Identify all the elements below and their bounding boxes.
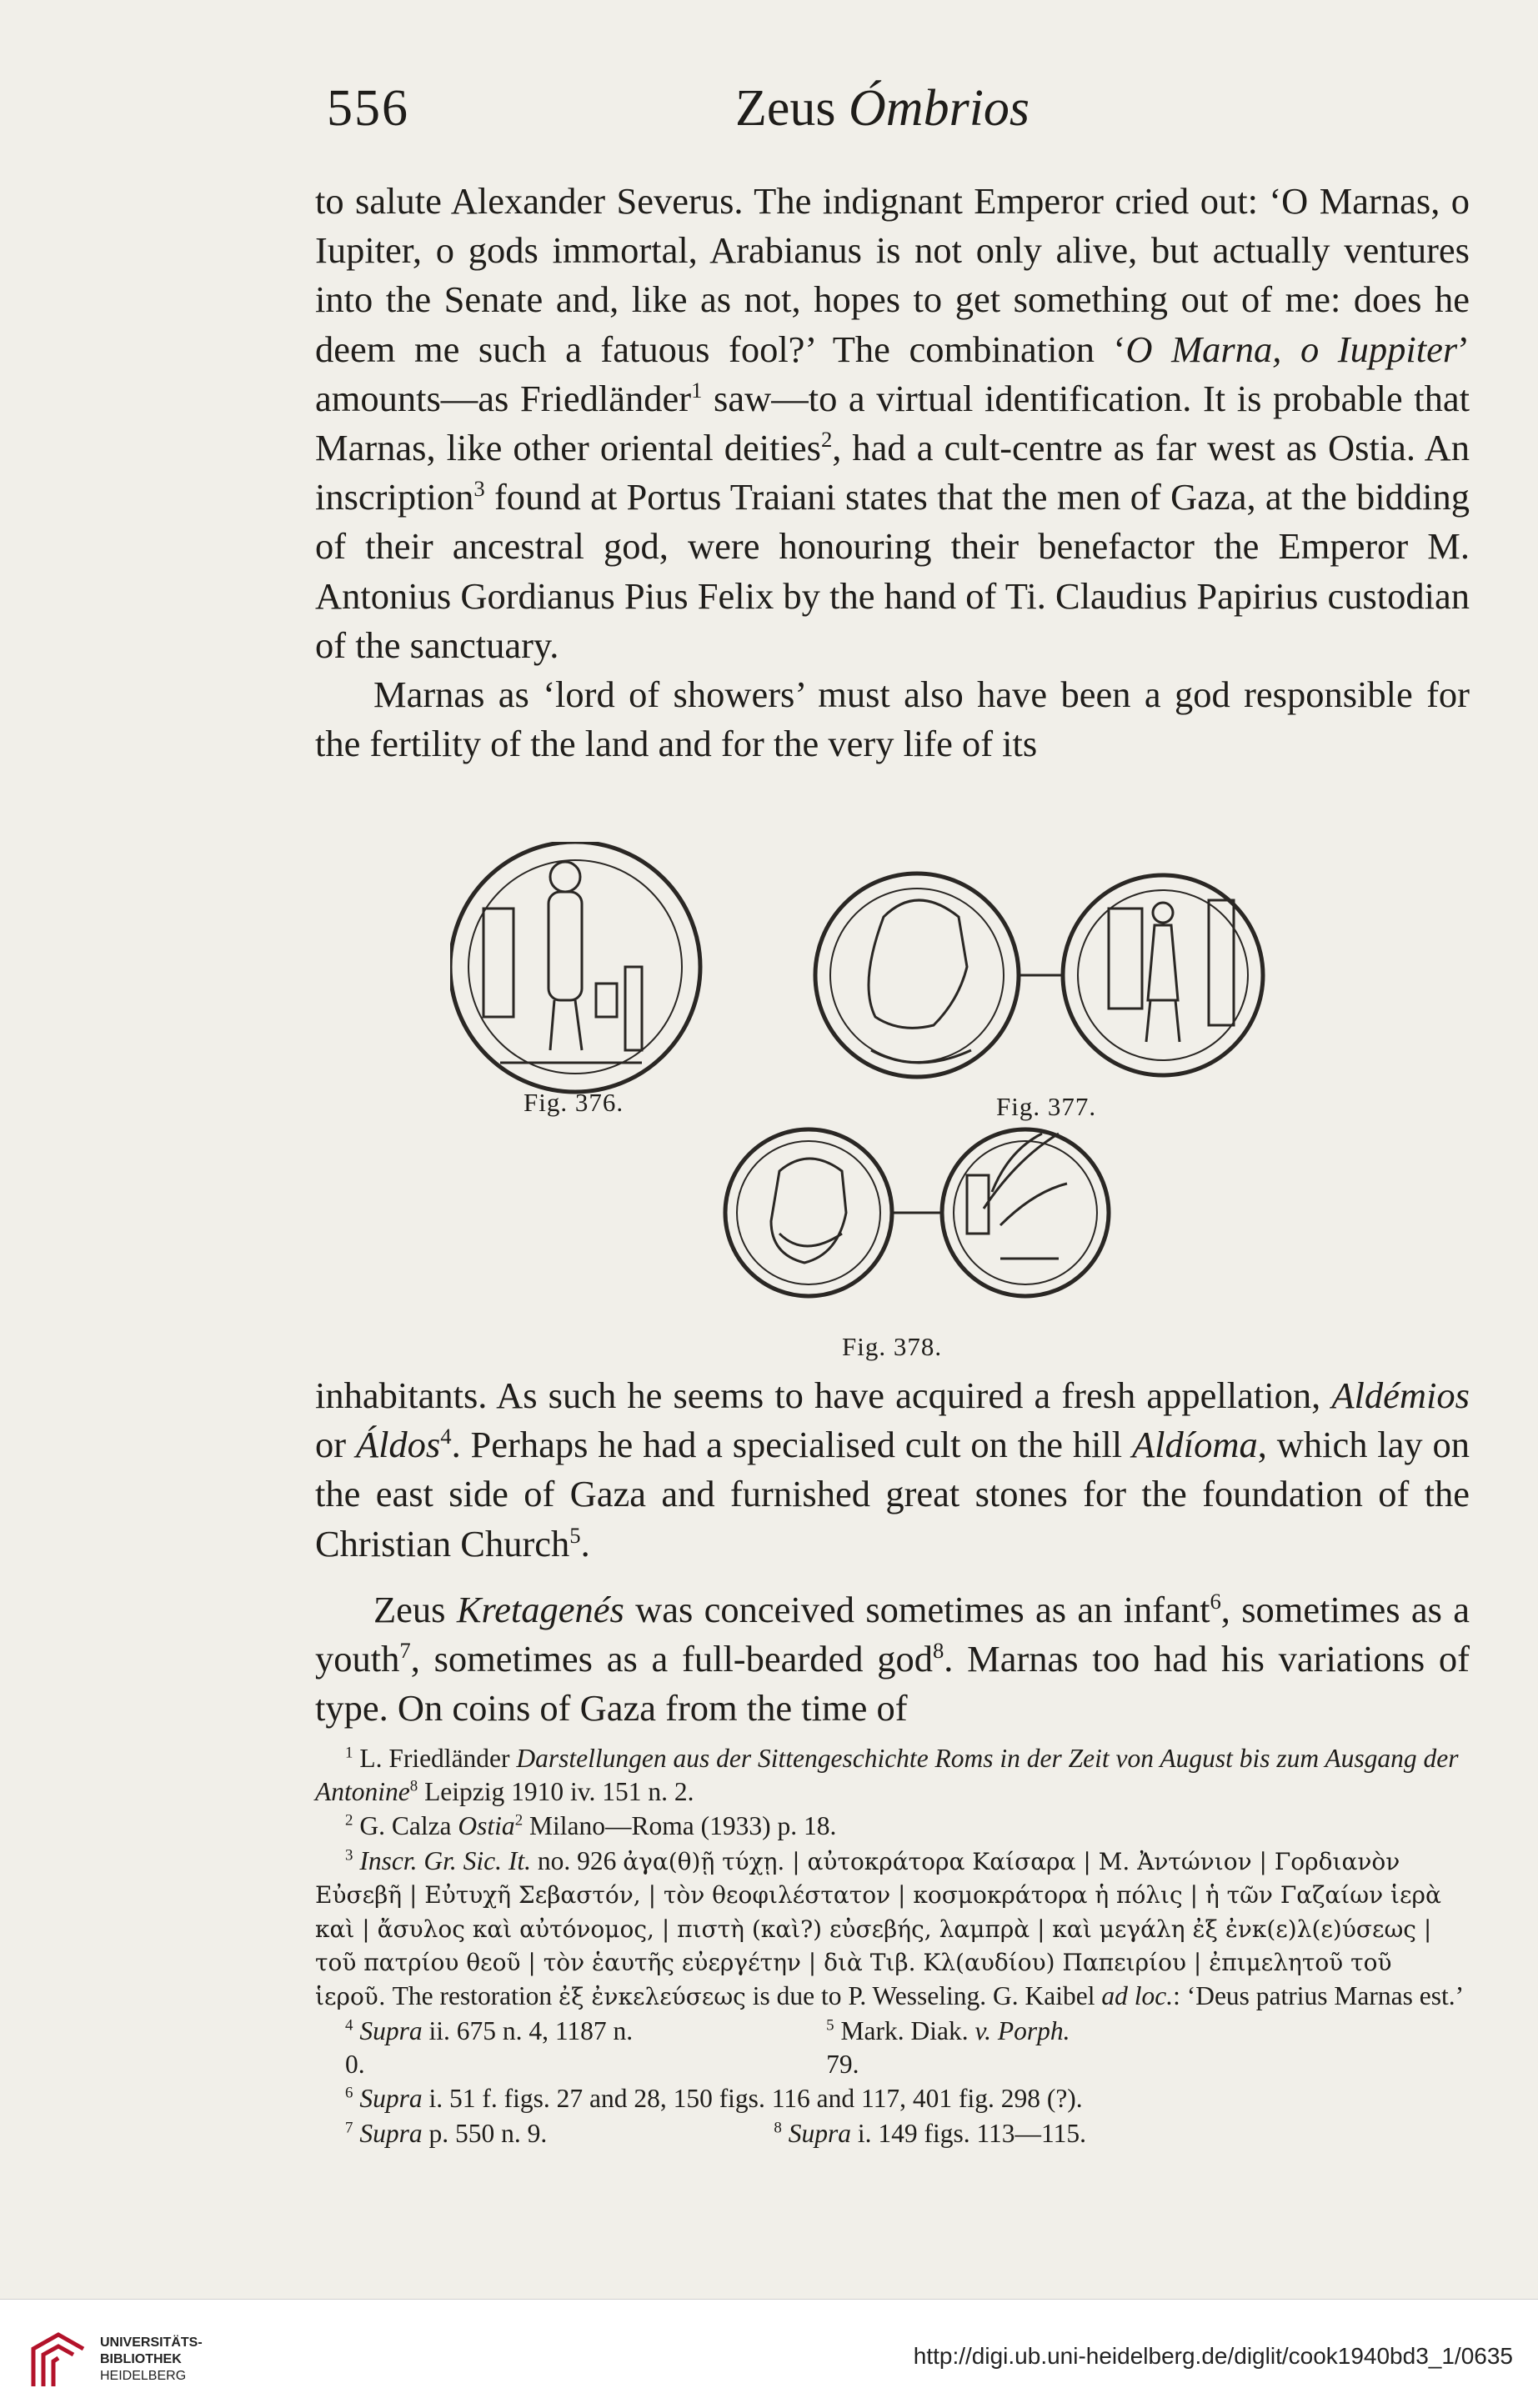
page-number: 556: [327, 80, 409, 137]
paragraph-3: [315, 1371, 1470, 1569]
text-run: , sometimes as a youth: [315, 1588, 1470, 1680]
footnotes-7-8: [315, 2117, 1470, 2150]
digitization-footer: [0, 2299, 1538, 2408]
superscript: 8: [409, 1777, 418, 1795]
greek-inscription: ἀγα(θ)ῇ τύχῃ. | αὐτοκράτορα Καίσαρα | Μ. Ἀντώνιον | Γορδιανὸν Εὐσεβῆ | Εὐτυχῆ Σεβαστόν, | τὸν θεοφιλέστατον | κοσμοκράτορα ἡ πόλις | ἡ τῶν Γαζαίων ἱερὰ καὶ | ἄσυλος καὶ αὐτόνομος, | πιστὴ (καὶ?) εὐσεβής, λαμπρὰ | καὶ μεγάλη ἐξ ἐνκ(ε)λ(ε)ύσεως | τοῦ πατρίου θεοῦ | τὸν ἑαυτῆς εὐεργέτην | διὰ Τιβ. Κλ(αυδίου) Παπειρίου | ἐπιμελητοῦ τοῦ ἱεροῦ.: [315, 1847, 1441, 2010]
italic-run: Supra: [353, 2016, 423, 2045]
coin-fig-377-obverse-image: [815, 874, 1019, 1077]
text-run: : ‘Deus patrius Marnas est.’: [1173, 1980, 1465, 2010]
paragraph-4: [315, 1585, 1470, 1734]
body-text-lower: [315, 1371, 1470, 1733]
italic-run: Supra: [353, 2084, 423, 2113]
running-title-roman: Zeus: [735, 80, 849, 137]
text-run: p. 550 n. 9.: [422, 2118, 548, 2148]
footnote-number: 4: [345, 2016, 353, 2035]
text-run: , sometimes as a full-bearded god: [410, 1638, 933, 1680]
footnote-1: [315, 1742, 1470, 1808]
footnote-number: 2: [345, 1811, 353, 1830]
italic-run: v. Porph.: [974, 2016, 1070, 2045]
library-name-line-3: HEIDELBERG: [100, 2369, 187, 2383]
text-run: Zeus: [373, 1588, 457, 1630]
paragraph-2: Marnas as ‘lord of showers’ must also have been a god responsible for the fertility of the land and for the very life of its: [315, 673, 1470, 765]
text-run: , which lay on the east side of Gaza and furnished great stones for the foundation of the Christian Church: [315, 1424, 1470, 1564]
italic-run: Kretagenés: [456, 1588, 624, 1630]
italic-run: Áldos: [355, 1424, 441, 1466]
coin-fig-378-reverse-image: [942, 1129, 1109, 1296]
page-header: [315, 79, 1399, 146]
footnote-7: [345, 2117, 739, 2150]
footnote-number: 8: [774, 2119, 782, 2136]
italic-run: Aldíoma: [1131, 1424, 1258, 1466]
footnote-number: 6: [345, 2084, 353, 2102]
source-url-link[interactable]: http://digi.ub.uni-heidelberg.de/diglit/cook1940bd3_1/0635: [913, 2343, 1513, 2369]
footnote-ref-4[interactable]: 4: [440, 1424, 452, 1449]
text-run: i. 149 figs. 113—115.: [850, 2118, 1086, 2148]
italic-run: Supra: [781, 2118, 851, 2148]
italic-run: Aldémios: [1331, 1374, 1470, 1416]
text-run: . Marnas too had his variations of type. On coins of Gaza from the time of: [315, 1638, 1470, 1730]
footnote-6: [315, 2082, 1470, 2115]
footnote-number: 3: [345, 1846, 353, 1864]
text-run: ii. 675 n. 4, 1187 n. 0.: [345, 2016, 634, 2079]
text-run: found at Portus Traiani states that the men of Gaza, at the bidding of their ancestral god, were honouring their benefactor the Emperor M. Antonius Gordianus Pius Felix by the hand of Ti. Claudius Papirius custodian of the sanctuary.: [315, 476, 1470, 666]
italic-run: Ostia: [458, 1811, 515, 1840]
footnote-8: [774, 2117, 1278, 2150]
italic-run: Darstellungen aus der Sittengeschichte Roms in der Zeit von August bis zum Ausgang der Antonine: [315, 1744, 1459, 1806]
text-run: The restoration: [385, 1980, 559, 2010]
library-name-line-2: BIBLIOTHEK: [100, 2352, 182, 2366]
text-run: L. Friedländer: [353, 1744, 517, 1773]
coin-fig-376-image: [450, 842, 700, 1092]
footnote-number: 7: [345, 2119, 353, 2136]
coin-fig-378-obverse-image: [725, 1129, 892, 1296]
library-name-line-1: UNIVERSITÄTS-: [100, 2335, 203, 2350]
footnote-ref-7[interactable]: 7: [399, 1638, 411, 1664]
superscript: 2: [514, 1811, 524, 1830]
text-run: , had a cult-centre as far west as Ostia. An inscription: [315, 427, 1470, 518]
footnote-ref-5[interactable]: 5: [569, 1522, 581, 1548]
text-run: inhabitants. As such he seems to have acquired a fresh appellation,: [315, 1374, 1332, 1416]
text-run: Leipzig 1910 iv. 151 n. 2.: [418, 1776, 694, 1806]
footnote-2: [315, 1810, 1470, 1843]
text-run: Mark. Diak.: [834, 2016, 975, 2045]
running-title: [735, 79, 1030, 138]
footnote-ref-6[interactable]: 6: [1210, 1588, 1221, 1614]
text-run: saw—to a virtual identification. It is probable that Marnas, like other oriental deities: [315, 377, 1470, 469]
footnote-5: [826, 2015, 1278, 2080]
text-run: 79.: [826, 2049, 859, 2079]
footnote-4: [345, 2015, 826, 2080]
figure-caption-376: Fig. 376.: [524, 1088, 624, 1117]
italic-run: O Marna, o Iuppiter: [1125, 328, 1458, 370]
text-run: is due to P. Wesseling. G. Kaibel: [745, 1980, 1102, 2010]
footnote-ref-1[interactable]: 1: [691, 377, 703, 403]
footnote-number: 1: [345, 1744, 353, 1762]
figure-caption-378: Fig. 378.: [842, 1332, 943, 1361]
body-text-upper: [315, 177, 1470, 768]
footnotes-4-5: [315, 2015, 1470, 2080]
text-run: Milano—Roma (1933) p. 18.: [523, 1811, 837, 1840]
coin-figures: [450, 842, 1484, 1367]
text-run: G. Calza: [353, 1811, 458, 1840]
text-run: or: [315, 1424, 356, 1466]
text-run: . Perhaps he had a specialised cult on the hill: [451, 1424, 1132, 1466]
text-run: ’ amounts—as Friedländer: [315, 328, 1470, 419]
footnote-3: [315, 1845, 1470, 2014]
text-run: no. 926: [530, 1845, 624, 1875]
footnotes: [315, 1742, 1470, 2151]
running-title-italic: Ómbrios: [849, 80, 1030, 137]
library-logo-icon: [25, 2328, 92, 2395]
text-run: was conceived sometimes as an infant: [624, 1588, 1210, 1630]
paragraph-1: [315, 177, 1470, 670]
text-run: to salute Alexander Severus. The indignant Emperor cried out: ‘O Marnas, o Iupiter, o gods immortal, Arabianus is not only alive, but actually ventures into the Senate and, like as not, hopes to get something out of me: does he deem me such a fatuous fool?’ The combination ‘: [315, 180, 1470, 370]
italic-run: Inscr. Gr. Sic. It.: [353, 1845, 531, 1875]
text-run: i. 51 f. figs. 27 and 28, 150 figs. 116 and 117, 401 fig. 298 (?).: [422, 2084, 1083, 2113]
footnote-ref-8[interactable]: 8: [932, 1638, 944, 1664]
figure-caption-377: Fig. 377.: [996, 1092, 1097, 1121]
footnote-ref-3[interactable]: 3: [473, 476, 485, 502]
text-run: .: [580, 1522, 590, 1564]
coin-fig-377-reverse-image: [1063, 875, 1263, 1075]
italic-run: ad loc.: [1101, 1980, 1174, 2010]
footnote-ref-2[interactable]: 2: [820, 427, 833, 453]
footnote-number: 5: [826, 2016, 834, 2035]
greek-run: ἐξ ἐνκελεύσεως: [559, 1982, 746, 2010]
italic-run: Supra: [353, 2118, 423, 2148]
library-name: [100, 2335, 203, 2385]
